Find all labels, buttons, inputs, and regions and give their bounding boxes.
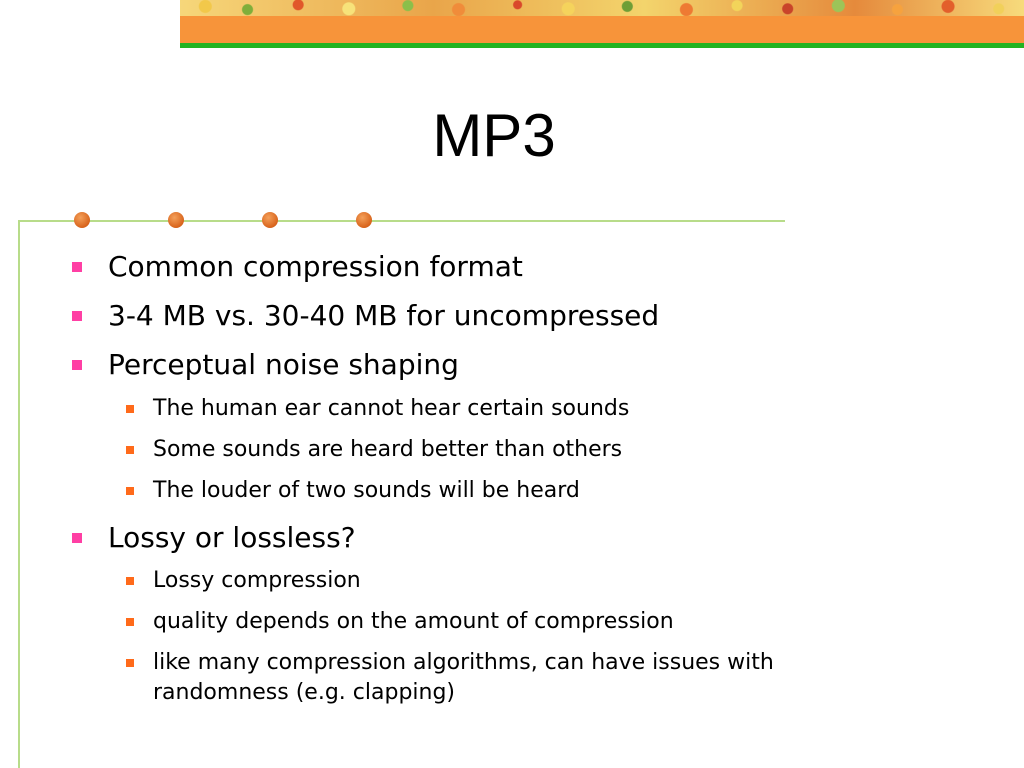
bullet-marker — [126, 487, 134, 495]
bullet-text: Common compression format — [108, 250, 523, 283]
bullet-text: The human ear cannot hear certain sounds — [153, 396, 630, 421]
bullet-text: 3-4 MB vs. 30-40 MB for uncompressed — [108, 299, 660, 332]
bullet-marker — [72, 533, 82, 543]
bullet-marker — [126, 577, 134, 585]
bullet-text: quality depends on the amount of compression — [153, 609, 674, 634]
bullet-marker — [72, 262, 82, 272]
bullet-text: Lossy or lossless? — [108, 521, 356, 554]
bullet-marker — [126, 618, 134, 626]
bullet-text: Some sounds are heard better than others — [153, 437, 623, 462]
bullet-marker — [72, 311, 82, 321]
bullet-text: like many compression algorithms, can have issues with randomness (e.g. clapping) — [153, 650, 774, 705]
bullet-text: The louder of two sounds will be heard — [153, 478, 580, 503]
bullet-marker — [126, 405, 134, 413]
bullet-marker — [126, 446, 134, 454]
bullet-text: Perceptual noise shaping — [108, 348, 459, 381]
slide-title: MP3 — [432, 102, 556, 169]
bullet-marker — [72, 360, 82, 370]
bullet-marker — [126, 659, 134, 667]
bullet-text: Lossy compression — [153, 568, 361, 593]
